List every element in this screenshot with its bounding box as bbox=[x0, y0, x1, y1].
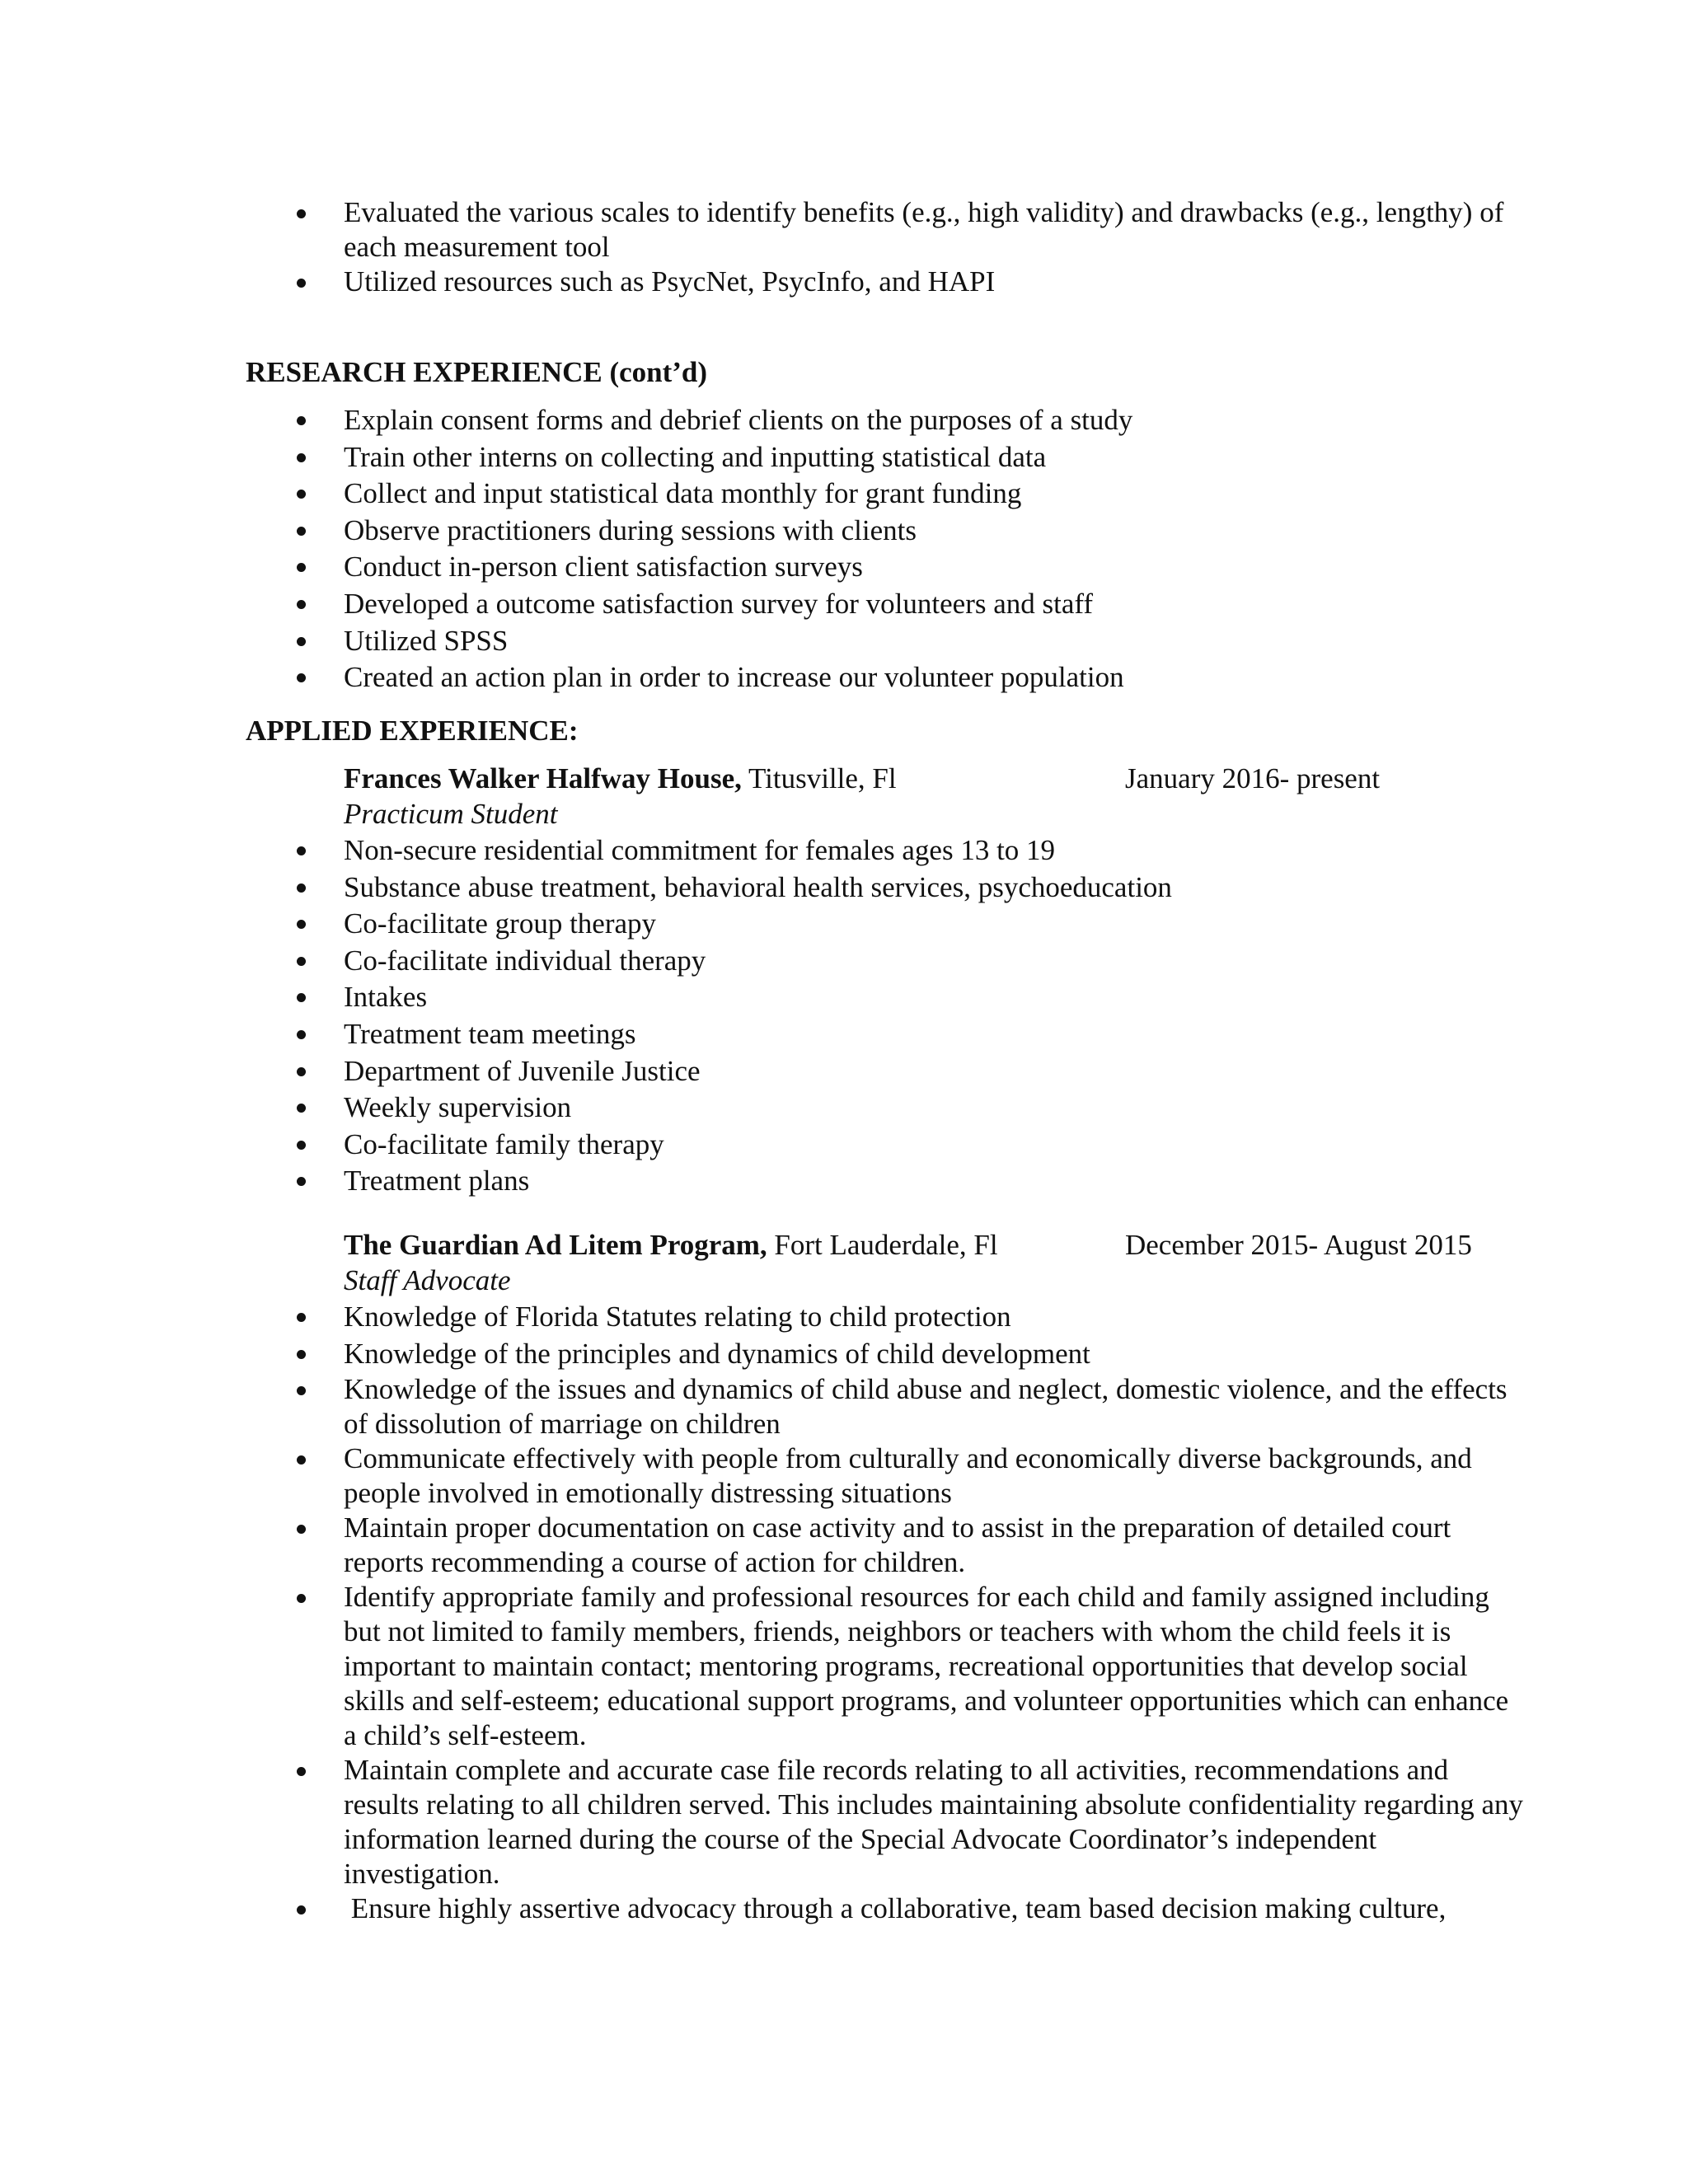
bullet-text: Developed a outcome satisfaction survey for volunteers and staff bbox=[344, 587, 1094, 620]
bullet-icon bbox=[297, 673, 306, 682]
bullet-icon bbox=[297, 1104, 306, 1113]
bullet-icon bbox=[297, 1386, 306, 1395]
bullet-text: Department of Juvenile Justice bbox=[344, 1054, 701, 1087]
list-item bbox=[0, 1299, 1526, 1336]
bullet-text: Co-facilitate individual therapy bbox=[344, 944, 706, 977]
job-entry-guardian-ad-litem bbox=[344, 1227, 1580, 1298]
job-location: Titusville, Fl bbox=[741, 762, 897, 794]
bullet-text: Weekly supervision bbox=[344, 1091, 572, 1124]
job-dates: December 2015- August 2015 bbox=[1125, 1229, 1472, 1261]
bullet-text: Train other interns on collecting and inputting statistical data bbox=[344, 440, 1047, 473]
job-organization: Frances Walker Halfway House, bbox=[344, 762, 742, 794]
list-item bbox=[0, 623, 1526, 660]
bullet-text: Utilized SPSS bbox=[344, 624, 509, 657]
job-location: Fort Lauderdale, Fl bbox=[767, 1229, 998, 1261]
list-item bbox=[0, 195, 1526, 265]
list-item bbox=[0, 1753, 1526, 1891]
job-bullet-list bbox=[0, 832, 1688, 1200]
bullet-icon bbox=[297, 209, 306, 218]
list-item bbox=[0, 979, 1526, 1016]
bullet-text: Substance abuse treatment, behavioral health services, psychoeducation bbox=[344, 870, 1172, 903]
bullet-text: Created an action plan in order to increase our volunteer population bbox=[344, 661, 1124, 694]
bullet-icon bbox=[297, 883, 306, 893]
research-bullet-list bbox=[0, 402, 1688, 696]
list-item bbox=[0, 1053, 1526, 1090]
bullet-icon bbox=[297, 1767, 306, 1776]
bullet-icon bbox=[297, 1905, 306, 1915]
bullet-text: Co-facilitate family therapy bbox=[344, 1127, 664, 1160]
list-item bbox=[0, 1511, 1526, 1580]
bullet-icon bbox=[297, 1141, 306, 1150]
list-item bbox=[0, 1891, 1526, 1926]
list-item bbox=[0, 265, 1526, 299]
bullet-text: Conduct in-person client satisfaction surveys bbox=[344, 551, 863, 583]
bullet-text: Maintain complete and accurate case file records relating to all activities, recommendations and results relating to all children served. This includes maintaining absolute confidentiality regarding any information learned during the course of the Special Advocate Coordinator’s independent investigation. bbox=[344, 1754, 1524, 1891]
list-item bbox=[0, 402, 1526, 439]
list-item bbox=[0, 1336, 1526, 1373]
list-item bbox=[0, 869, 1526, 907]
list-item bbox=[0, 1127, 1526, 1164]
bullet-icon bbox=[297, 600, 306, 609]
bullet-text: Communicate effectively with people from culturally and economically diverse backgrounds, and people involved in emotionally distressing situations bbox=[344, 1442, 1472, 1510]
bullet-text: Knowledge of the issues and dynamics of child abuse and neglect, domestic violence, and the effects of dissolution of marriage on children bbox=[344, 1373, 1507, 1441]
bullet-text: Non-secure residential commitment for females ages 13 to 19 bbox=[344, 834, 1056, 866]
bullet-text: Utilized resources such as PsycNet, PsycInfo, and HAPI bbox=[344, 265, 996, 298]
list-item bbox=[0, 832, 1526, 869]
bullet-text: Ensure highly assertive advocacy through a collaborative, team based decision making culture, bbox=[344, 1892, 1447, 1925]
bullet-icon bbox=[297, 453, 306, 462]
bullet-text: Knowledge of Florida Statutes relating to child protection bbox=[344, 1301, 1011, 1333]
list-item bbox=[0, 586, 1526, 623]
bullet-icon bbox=[297, 846, 306, 855]
job-role: Staff Advocate bbox=[344, 1264, 511, 1296]
list-item bbox=[0, 476, 1526, 513]
bullet-icon bbox=[297, 1030, 306, 1039]
list-item bbox=[0, 1441, 1526, 1511]
applied-experience-heading: APPLIED EXPERIENCE: bbox=[246, 715, 579, 747]
bullet-icon bbox=[297, 279, 306, 288]
job-entry-frances-walker bbox=[344, 761, 1580, 832]
bullet-icon bbox=[297, 1313, 306, 1322]
bullet-icon bbox=[297, 1350, 306, 1359]
job-bullet-list bbox=[0, 1299, 1688, 1926]
list-item bbox=[0, 513, 1526, 550]
bullet-text: Treatment team meetings bbox=[344, 1017, 636, 1050]
list-item bbox=[0, 1163, 1526, 1200]
list-item bbox=[0, 1090, 1526, 1127]
list-item bbox=[0, 943, 1526, 980]
list-item bbox=[0, 906, 1526, 943]
bullet-icon bbox=[297, 1067, 306, 1076]
bullet-icon bbox=[297, 920, 306, 929]
bullet-icon bbox=[297, 1525, 306, 1534]
list-item bbox=[0, 439, 1526, 476]
list-item bbox=[0, 1372, 1526, 1441]
list-item bbox=[0, 659, 1526, 696]
list-item bbox=[0, 1580, 1526, 1753]
list-item bbox=[0, 549, 1526, 586]
bullet-icon bbox=[297, 1594, 306, 1603]
job-dates: January 2016- present bbox=[1125, 762, 1381, 794]
bullet-icon bbox=[297, 637, 306, 646]
bullet-text: Identify appropriate family and professional resources for each child and family assigned including but not limited to family members, friends, neighbors or teachers with whom the child feels it is important to maintain contact; mentoring programs, recreational opportunities that develop social skills and self-esteem; educational support programs, and volunteer opportunities which can enhance a child’s self-esteem. bbox=[344, 1581, 1509, 1752]
list-item bbox=[0, 1016, 1526, 1053]
bullet-text: Maintain proper documentation on case activity and to assist in the preparation of detailed court reports recommending a course of action for children. bbox=[344, 1511, 1451, 1579]
bullet-icon bbox=[297, 416, 306, 425]
bullet-icon bbox=[297, 957, 306, 966]
bullet-text: Co-facilitate group therapy bbox=[344, 907, 657, 940]
bullet-icon bbox=[297, 1177, 306, 1186]
bullet-icon bbox=[297, 563, 306, 572]
bullet-text: Knowledge of the principles and dynamics of child development bbox=[344, 1337, 1090, 1370]
bullet-icon bbox=[297, 490, 306, 499]
top-bullet-list bbox=[0, 195, 1688, 299]
job-role: Practicum Student bbox=[344, 798, 558, 830]
bullet-icon bbox=[297, 527, 306, 536]
bullet-icon bbox=[297, 993, 306, 1002]
job-organization: The Guardian Ad Litem Program, bbox=[344, 1229, 767, 1261]
bullet-text: Evaluated the various scales to identify benefits (e.g., high validity) and drawbacks (e.g., lengthy) of each measurement tool bbox=[344, 196, 1504, 263]
research-experience-heading: RESEARCH EXPERIENCE (cont’d) bbox=[246, 356, 708, 388]
bullet-text: Explain consent forms and debrief clients on the purposes of a study bbox=[344, 404, 1133, 436]
bullet-text: Observe practitioners during sessions with clients bbox=[344, 513, 917, 546]
bullet-text: Collect and input statistical data monthly for grant funding bbox=[344, 477, 1022, 510]
bullet-text: Treatment plans bbox=[344, 1165, 530, 1197]
bullet-icon bbox=[297, 1455, 306, 1465]
bullet-text: Intakes bbox=[344, 981, 428, 1014]
